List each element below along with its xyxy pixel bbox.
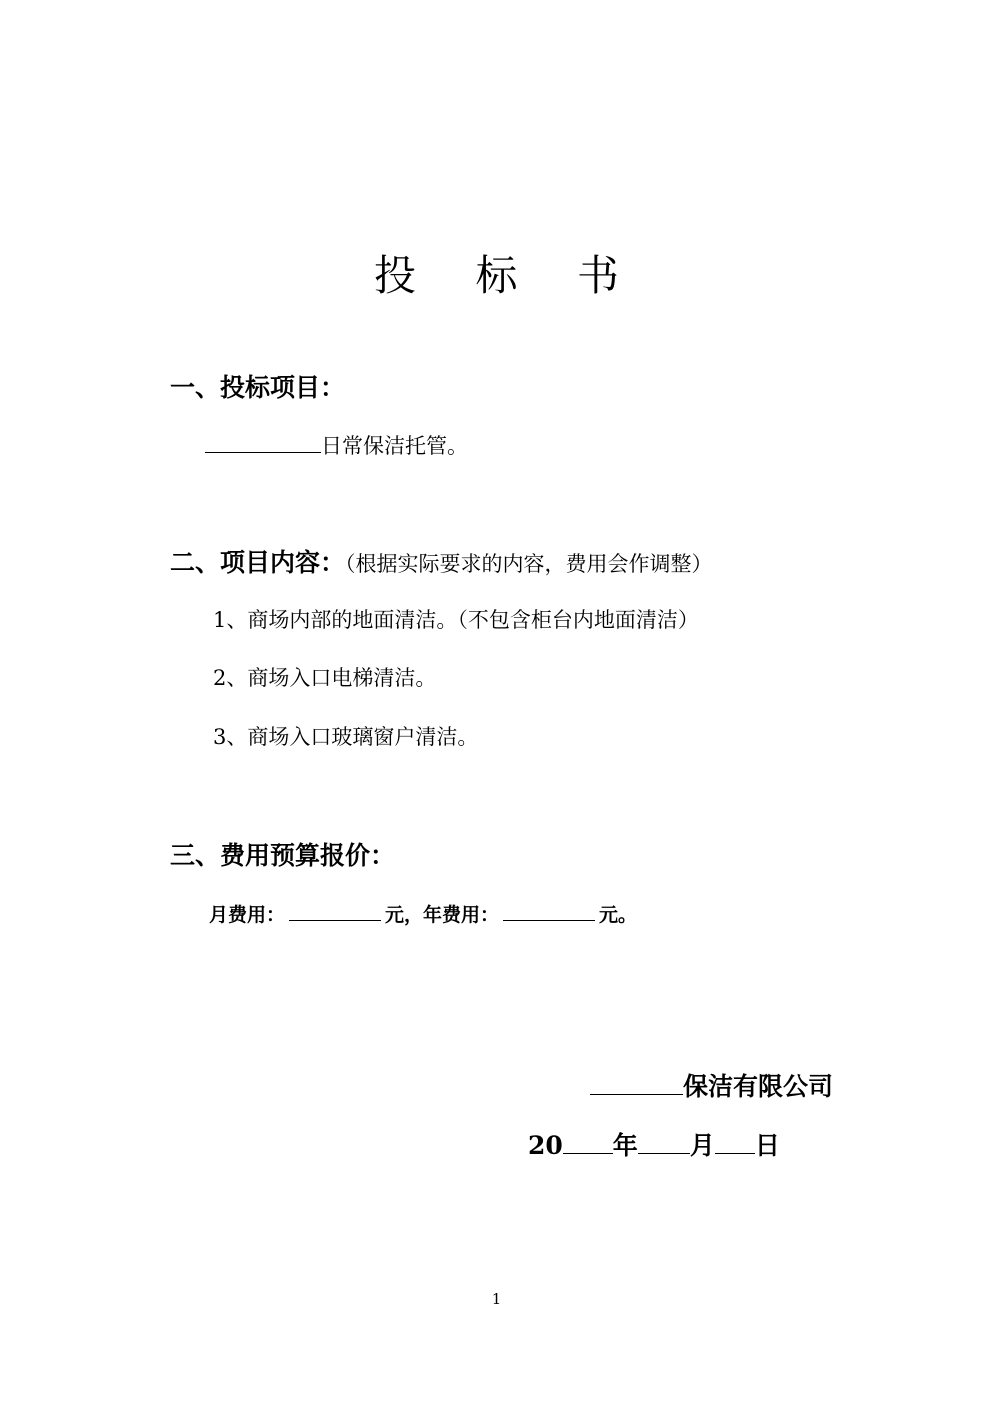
section-1-heading: 一、投标项目：: [170, 373, 346, 402]
company-name-blank[interactable]: [590, 1093, 683, 1095]
section-2-heading: 二、项目内容：: [170, 548, 346, 577]
section-3-heading: 三、费用预算报价：: [170, 841, 396, 870]
monthly-fee-blank[interactable]: [289, 919, 381, 921]
monthly-fee-unit: 元，: [385, 904, 424, 926]
content-item-2: 2、商场入口电梯清洁。: [213, 666, 437, 690]
page-number: 1: [491, 1290, 502, 1308]
yearly-fee-label: 年费用：: [423, 904, 500, 926]
section-2-header: [170, 543, 713, 579]
monthly-fee-label: 月费用：: [209, 904, 286, 926]
section-2-note: （根据实际要求的内容，费用会作调整）: [345, 552, 713, 576]
year-label: 年: [612, 1131, 638, 1160]
company-signature: [590, 1067, 833, 1103]
day-blank[interactable]: [715, 1152, 755, 1154]
signature-date: [528, 1126, 780, 1162]
month-label: 月: [689, 1131, 715, 1160]
date-prefix: 20: [528, 1131, 563, 1160]
year-blank[interactable]: [563, 1152, 613, 1154]
month-blank[interactable]: [638, 1152, 690, 1154]
content-item-1: 1、商场内部的地面清洁。（不包含柜台内地面清洁）: [213, 608, 699, 632]
company-suffix: 保洁有限公司: [683, 1072, 834, 1101]
document-title: 投 标 书: [373, 251, 643, 300]
project-line-text: 日常保洁托管。: [321, 434, 468, 458]
yearly-fee-unit: 元。: [599, 904, 638, 926]
fee-line: [209, 900, 637, 927]
project-line: [205, 430, 468, 460]
project-name-blank[interactable]: [205, 451, 321, 453]
content-item-3: 3、商场入口玻璃窗户清洁。: [213, 725, 479, 749]
day-label: 日: [754, 1131, 780, 1160]
yearly-fee-blank[interactable]: [503, 919, 595, 921]
